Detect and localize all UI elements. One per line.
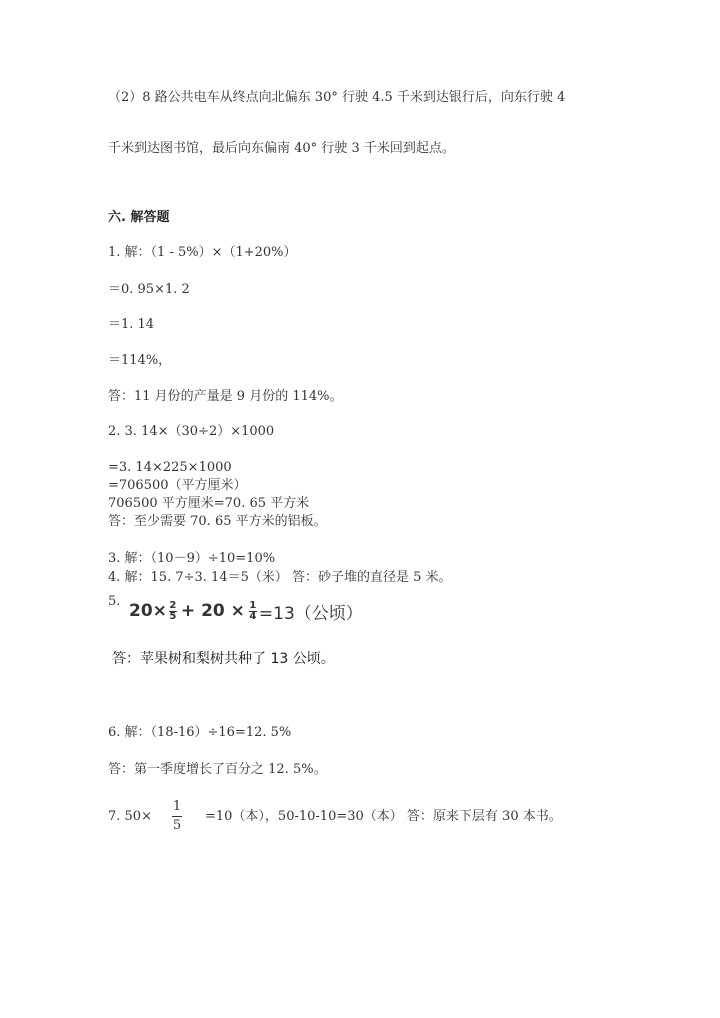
q1-line-3: ＝1. 14 — [108, 317, 155, 332]
q6-answer: 答：第一季度增长了百分之 12. 5%。 — [108, 762, 327, 777]
q2-line-3: =706500（平方厘米） — [108, 478, 247, 493]
q7-fraction-bar — [172, 816, 182, 817]
q5-fraction-2-numerator: 1 — [249, 599, 257, 611]
q5-fraction-2-denominator: 4 — [249, 610, 257, 622]
q5-fraction-1-numerator: 2 — [169, 599, 177, 611]
q4-line-1: 4. 解：15. 7÷3. 14＝5（米） 答：砂子堆的直径是 5 米。 — [108, 570, 452, 585]
q5-formula — [129, 597, 363, 625]
q1-line-4: ＝114%， — [108, 353, 172, 368]
q5-term-1: 20× — [129, 601, 167, 621]
route-line-2: 千米到达图书馆，最后向东偏南 40° 行驶 3 千米回到起点。 — [108, 141, 455, 156]
q5-answer: 答：苹果树和梨树共种了 13 公顷。 — [112, 651, 335, 667]
q2-line-2: =3. 14×225×1000 — [108, 460, 232, 475]
q1-answer: 答：11 月份的产量是 9 月份的 114%。 — [108, 389, 343, 404]
q6-line-1: 6. 解：（18-16）÷16=12. 5% — [108, 725, 292, 740]
q7-fraction — [172, 800, 182, 833]
q7-prefix: 7. 50× — [108, 809, 152, 824]
q7-suffix: =10（本），50-10-10=30（本） 答：原来下层有 30 本书。 — [205, 809, 562, 824]
q5-number: 5. — [108, 594, 121, 609]
q7-fraction-numerator: 1 — [172, 799, 182, 814]
section-title: 六. 解答题 — [108, 210, 170, 225]
q1-line-1: 1. 解：（1 - 5%）×（1+20%） — [108, 245, 297, 260]
q7-fraction-denominator: 5 — [172, 818, 182, 833]
q2-answer: 答：至少需要 70. 65 平方米的铝板。 — [108, 514, 327, 529]
q1-line-2: ＝0. 95×1. 2 — [108, 282, 190, 297]
q5-fraction-2 — [249, 601, 257, 622]
q5-fraction-1 — [169, 601, 177, 622]
q5-term-3: =13（公顷） — [258, 603, 363, 624]
q3-line-1: 3. 解：（10－9）÷10=10% — [108, 551, 276, 566]
q5-term-2: + 20 × — [180, 601, 245, 621]
q2-line-4: 706500 平方厘米=70. 65 平方米 — [108, 496, 310, 511]
route-line-1: （2）8 路公共电车从终点向北偏东 30° 行驶 4.5 千米到达银行后，向东行驶 4 — [108, 90, 566, 105]
q2-line-1: 2. 3. 14×（30÷2）×1000 — [108, 424, 275, 439]
q5-fraction-1-denominator: 5 — [169, 610, 177, 622]
